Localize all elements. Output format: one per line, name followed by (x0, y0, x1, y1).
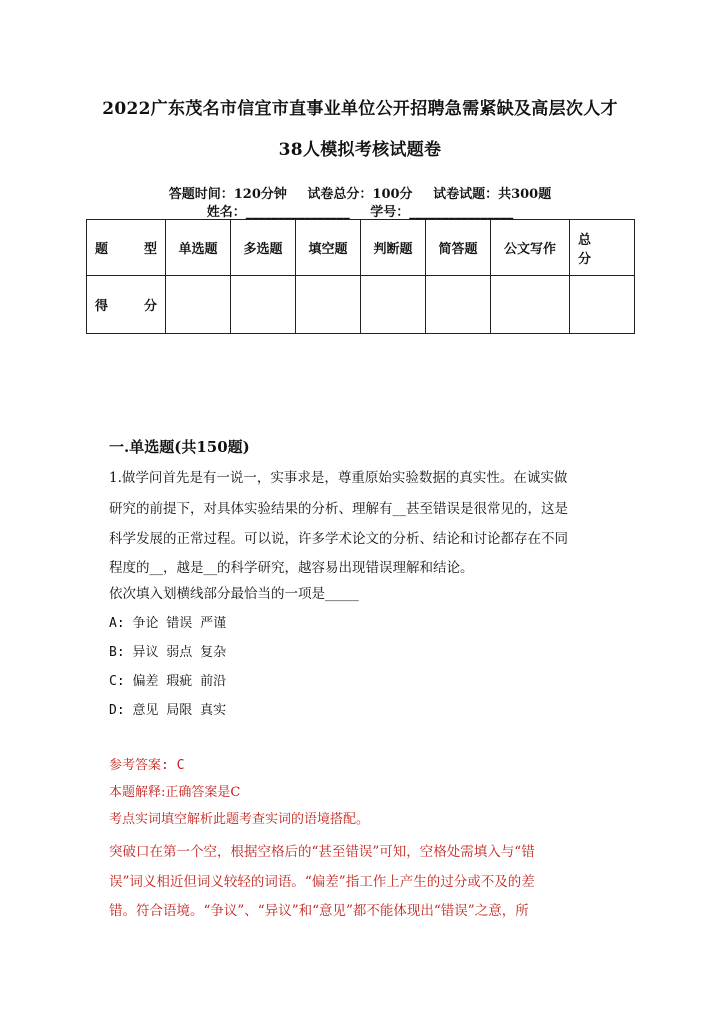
question-stem-line: 程度的__，越是__的科学研究，越容易出现错误理解和结论。 (109, 559, 474, 576)
student-info (0, 201, 720, 220)
score-table-header-row (87, 220, 635, 276)
score-cell (361, 276, 426, 334)
score-cell (570, 276, 635, 334)
answer-explanation-label: 本题解释:正确答案是C (109, 785, 241, 800)
question-stem-line: 1.做学问首先是有一说一，实事求是，尊重原始实验数据的真实性。在诚实做 (109, 470, 568, 486)
exam-title-line2: 38人模拟考核试题卷 (278, 140, 442, 160)
exam-meta (0, 183, 720, 202)
option-d: D: 意见 局限 真实 (109, 703, 227, 718)
score-cell (296, 276, 361, 334)
section-title: 一.单选题(共150题) (109, 438, 250, 456)
option-a: A: 争论 错误 严谨 (109, 616, 227, 631)
answer-detail-line: 错。符合语境。“争议”、“异议”和“意见”都不能体现出“错误”之意，所 (109, 903, 529, 919)
score-header-cell: 公文写作 (491, 220, 570, 276)
score-table-score-row (87, 276, 635, 334)
answer-detail-line: 误”词义相近但词义较轻的词语。“偏差”指工作上产生的过分或不及的差 (109, 873, 535, 890)
score-cell (491, 276, 570, 334)
score-header-cell: 单选题 (166, 220, 231, 276)
score-cell (426, 276, 491, 334)
option-b: B: 异议 弱点 复杂 (109, 645, 227, 660)
question-stem-line: 研究的前提下，对具体实验结果的分析、理解有__甚至错误是很常见的，这是 (109, 500, 568, 517)
exam-question-count: 试卷试题：共300题 (433, 187, 552, 202)
name-field: 姓名：________________ (206, 205, 350, 220)
question-stem (109, 463, 609, 607)
exam-title-line1: 2022广东茂名市信宜市直事业单位公开招聘急需紧缺及高层次人才 (102, 99, 618, 119)
id-field: 学号：________________ (370, 205, 514, 220)
score-header-cell: 总 分 (570, 220, 635, 276)
score-cell (231, 276, 296, 334)
question-prompt: 依次填入划横线部分最恰当的一项是_____ (109, 585, 359, 602)
score-header-cell: 判断题 (361, 220, 426, 276)
exam-time: 答题时间：120分钟 (168, 187, 287, 202)
score-table (86, 219, 635, 334)
score-cell (166, 276, 231, 334)
score-header-cell: 题 型 (87, 220, 166, 276)
reference-answer: 参考答案: C (109, 758, 185, 773)
score-header-cell: 多选题 (231, 220, 296, 276)
answer-detail (109, 838, 609, 927)
score-header-cell: 填空题 (296, 220, 361, 276)
question-stem-line: 科学发展的正常过程。可以说，许多学术论文的分析、结论和讨论都存在不同 (109, 531, 568, 547)
score-header-cell: 简答题 (426, 220, 491, 276)
score-row-label: 得 分 (87, 276, 166, 334)
exam-total-score: 试卷总分：100分 (307, 187, 413, 202)
option-c: C: 偏差 瑕疵 前沿 (109, 674, 227, 689)
answer-point: 考点实词填空解析此题考查实词的语境搭配。 (109, 812, 370, 827)
answer-detail-line: 突破口在第一个空，根据空格后的“甚至错误”可知，空格处需填入与“错 (109, 844, 535, 860)
